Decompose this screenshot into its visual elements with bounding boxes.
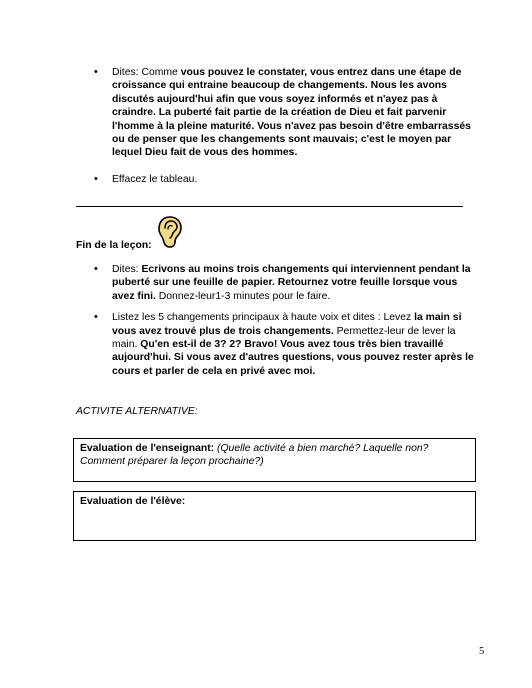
list-item (94, 173, 478, 186)
raise-hand-bold: la main si vous avez trouvé plus de trois changements. (112, 312, 462, 337)
section-divider (76, 206, 463, 207)
list-item (94, 263, 478, 303)
instruction-list-top (94, 66, 478, 186)
alternative-activity-heading: ACTIVITE ALTERNATIVE: (76, 406, 198, 417)
permission-text: Permettez-leur de lever la main. (112, 325, 456, 351)
section-title: Fin de la leçon: (76, 240, 152, 251)
bravo-bold: Qu'en est-il de 3? 2? Bravo! Vous avez tous très bien travaillé aujourd'hui. Si vous avez d'autres questions, vous pouvez rester après le cours et parler de cela en privé avec moi. (112, 339, 474, 377)
ear-icon (156, 215, 184, 249)
instruction-list-bottom (94, 263, 478, 378)
dites-prefix: Dites: (112, 264, 142, 275)
teacher-evaluation-box (73, 438, 476, 482)
page-number: 5 (479, 646, 485, 657)
dites-bold-text: vous pouvez le constater, vous entrez dans une étape de croissance qui entraine beaucoup de changements. Nous les avons discutés aujourd'hui afin que vous soyez informés et n'ayez pas à craindre. La puberté fait partie de la création de Dieu et fait parvenir l'homme à la pleine maturité. Vous n'avez pas besoin d'être embarrassés ou de penser que les changements sont mauvais; c'est le moyen par lequel Dieu fait de vous des hommes. (112, 67, 471, 159)
student-evaluation-box (73, 491, 476, 541)
time-instruction: Donnez-leur1-3 minutes pour le faire. (155, 290, 331, 302)
list-item (94, 311, 478, 378)
list-item (94, 66, 478, 160)
dites-prefix: Dites: Comme (112, 67, 181, 78)
student-evaluation-label: Evaluation de l'élève: (80, 496, 186, 507)
teacher-evaluation-prompt: (Quelle activité a bien marché? Laquelle non? Comment préparer la leçon prochaine?) (80, 443, 429, 468)
erase-board-text: Effacez le tableau. (112, 173, 198, 185)
write-changes-bold: Ecrivons au moins trois changements qui interviennent pendant la puberté sur une feuille de papier. Retournez votre feuille lorsque vous avez fini. (112, 264, 471, 302)
list-changes-text: Listez les 5 changements principaux à haute voix et dites : Levez (112, 312, 415, 324)
teacher-evaluation-label: Evaluation de l'enseignant: (80, 443, 215, 454)
